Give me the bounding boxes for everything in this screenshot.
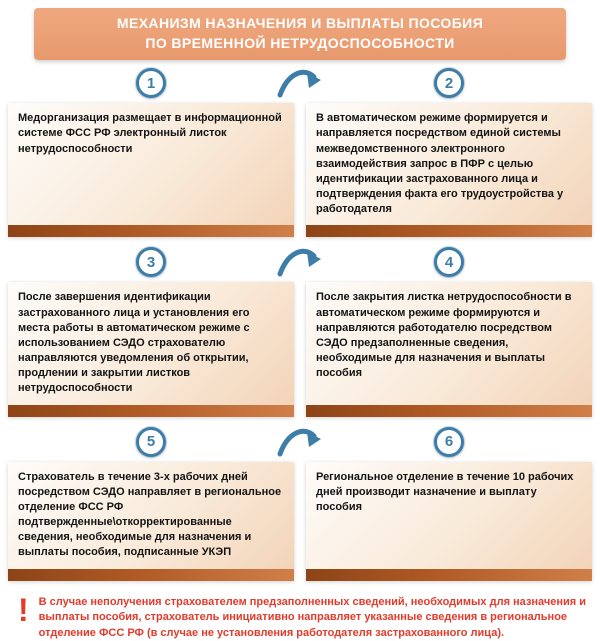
step-1: [8, 68, 294, 237]
card-accent-bar: [8, 405, 294, 417]
step-number: 5: [146, 433, 156, 451]
page-title: [34, 8, 566, 60]
step-6-card: [306, 462, 592, 581]
step-3: [8, 247, 294, 416]
step-6-text: Региональное отделение в течение 10 рабочих дней производит назначение и выплату пособия: [316, 470, 574, 513]
step-6-number-badge: [434, 427, 464, 457]
steps-row-1: [8, 68, 592, 237]
step-1-text: Медорганизация размещает в информационной системе ФСС РФ электронный листок нетрудоспособности: [18, 112, 282, 155]
step-1-card: [8, 103, 294, 237]
step-2-text: В автоматическом режиме формируется и направляется посредством единой системы межведомственного электронного взаимодействия запрос в ПФР с целью идентификации застрахованного лица и подтверждения факта его трудоустройства у работодателя: [316, 112, 564, 216]
step-number: 4: [444, 253, 454, 271]
step-number: 1: [146, 74, 156, 92]
step-5-text: Страхователь в течение 3-х рабочих дней посредством СЭДО направляет в региональное отделение ФСС РФ подтвержденные\откорректированные сведения, необходимые для назначения и выплаты пособия, подписанные УКЭП: [18, 470, 282, 559]
curved-arrow-icon: [276, 65, 324, 101]
page-title-line-1: МЕХАНИЗМ НАЗНАЧЕНИЯ И ВЫПЛАТЫ ПОСОБИЯ: [116, 15, 484, 31]
step-3-number-badge: [136, 247, 166, 277]
step-5: [8, 427, 294, 581]
step-5-badge-wrap: [8, 427, 294, 457]
curved-arrow-icon: [276, 424, 324, 460]
steps-row-3: [8, 427, 592, 581]
card-accent-bar: [8, 569, 294, 581]
step-4-badge-wrap: [306, 247, 592, 277]
step-number: 6: [444, 433, 454, 451]
step-4: [306, 247, 592, 416]
page-title-line-2: ПО ВРЕМЕННОЙ НЕТРУДОСПОСОБНОСТИ: [145, 34, 455, 51]
card-accent-bar: [306, 405, 592, 417]
infographic-poster: [0, 8, 600, 639]
step-3-text: После завершения идентификации застрахованного лица и установления его места работы в автоматическом режиме с использованием СЭДО страхователю направляются уведомления об открытии, продлении и закрытии листков нетрудоспособности: [18, 291, 250, 395]
step-4-number-badge: [434, 247, 464, 277]
step-6: [306, 427, 592, 581]
footnote: [0, 591, 600, 641]
card-accent-bar: [8, 225, 294, 237]
steps-grid: [0, 68, 600, 580]
card-accent-bar: [306, 225, 592, 237]
step-2: [306, 68, 592, 237]
exclamation-icon: !: [18, 591, 29, 628]
step-2-number-badge: [434, 68, 464, 98]
curved-arrow-icon: [276, 244, 324, 280]
step-4-card: [306, 282, 592, 416]
step-3-badge-wrap: [8, 247, 294, 277]
step-number: 2: [444, 74, 454, 92]
card-accent-bar: [306, 569, 592, 581]
step-3-card: [8, 282, 294, 416]
step-1-number-badge: [136, 68, 166, 98]
step-5-card: [8, 462, 294, 581]
step-5-number-badge: [136, 427, 166, 457]
step-4-text: После закрытия листка нетрудоспособности в автоматическом режиме формируются и направляются работодателю посредством СЭДО предзаполненные сведения, необходимые для назначения и выплаты пособия: [316, 291, 572, 380]
step-number: 3: [146, 253, 156, 271]
steps-row-2: [8, 247, 592, 416]
step-6-badge-wrap: [306, 427, 592, 457]
step-1-badge-wrap: [8, 68, 294, 98]
step-2-badge-wrap: [306, 68, 592, 98]
step-2-card: [306, 103, 592, 237]
footnote-text: В случае неполучения страхователем предзаполненных сведений, необходимых для назначения и выплаты пособия, страхователь инициативно направляет указанные сведения в региональное отделение ФСС РФ (в случае не установления работодателя застрахованного лица).: [38, 595, 587, 639]
